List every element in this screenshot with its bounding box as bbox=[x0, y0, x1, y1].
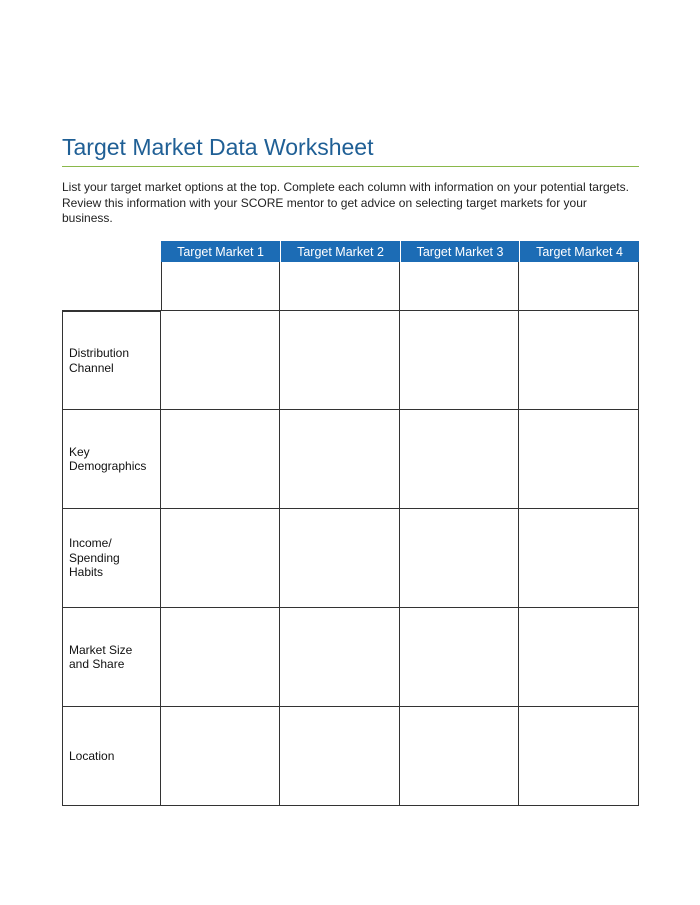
table-cell[interactable] bbox=[161, 608, 280, 707]
table-cell[interactable] bbox=[161, 311, 280, 410]
row-label-location: Location bbox=[62, 707, 161, 806]
table-cell[interactable] bbox=[519, 608, 639, 707]
table-cell[interactable] bbox=[519, 410, 639, 509]
page-title: Target Market Data Worksheet bbox=[62, 134, 374, 160]
table-cell[interactable] bbox=[400, 608, 519, 707]
table-cell[interactable] bbox=[400, 311, 519, 410]
table-cell[interactable] bbox=[280, 410, 400, 509]
row-label-income-spending-habits: Income/ Spending Habits bbox=[62, 509, 161, 608]
table-cell[interactable] bbox=[280, 608, 400, 707]
table-cell[interactable] bbox=[519, 509, 639, 608]
target-market-table bbox=[62, 241, 639, 805]
table-cell[interactable] bbox=[400, 707, 519, 806]
table-cell[interactable] bbox=[400, 509, 519, 608]
table-cell[interactable] bbox=[280, 707, 400, 806]
market-name-cell-2[interactable] bbox=[280, 262, 400, 311]
table-cell[interactable] bbox=[519, 707, 639, 806]
column-header-4: Target Market 4 bbox=[519, 241, 639, 262]
intro-paragraph: List your target market options at the top. Complete each column with information on your potential targets. Review this information with your SCORE mentor to get advice on selecting target markets for your business. bbox=[62, 180, 629, 225]
row-label-key-demographics: Key Demographics bbox=[62, 410, 161, 509]
table-cell[interactable] bbox=[161, 410, 280, 509]
title-divider bbox=[62, 166, 639, 167]
market-name-cell-1[interactable] bbox=[161, 262, 280, 311]
row-label-distribution-channel: Distribution Channel bbox=[62, 311, 161, 410]
column-header-1: Target Market 1 bbox=[161, 241, 280, 262]
market-name-cell-4[interactable] bbox=[519, 262, 639, 311]
table-cell[interactable] bbox=[519, 311, 639, 410]
table-cell[interactable] bbox=[400, 410, 519, 509]
table-cell[interactable] bbox=[280, 509, 400, 608]
table-cell[interactable] bbox=[280, 311, 400, 410]
table-cell[interactable] bbox=[161, 707, 280, 806]
table-corner bbox=[62, 241, 161, 262]
row-label-market-size-share: Market Size and Share bbox=[62, 608, 161, 707]
market-name-cell-3[interactable] bbox=[400, 262, 519, 311]
table-cell[interactable] bbox=[161, 509, 280, 608]
column-header-2: Target Market 2 bbox=[280, 241, 400, 262]
market-name-row-label bbox=[62, 262, 161, 311]
column-header-3: Target Market 3 bbox=[400, 241, 519, 262]
